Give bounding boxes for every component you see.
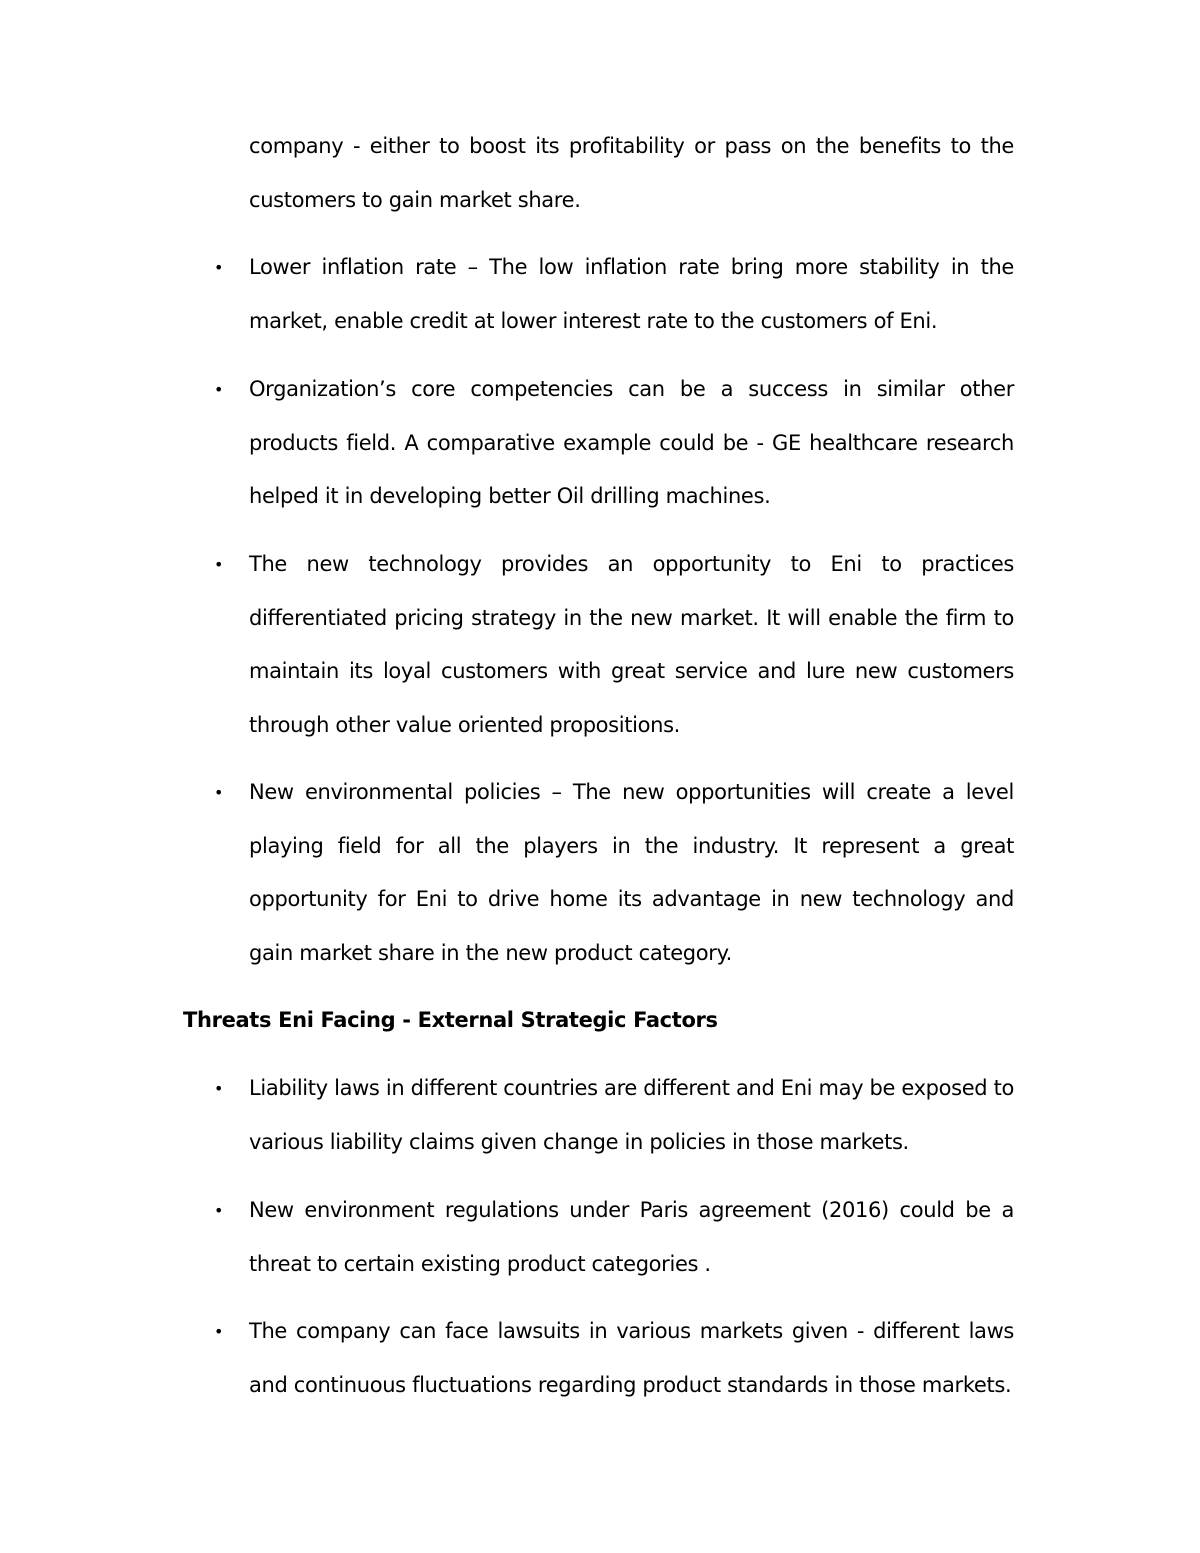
opportunity-item-3: The new technology provides an opportunity to Eni to practices differentiated pricing strategy in the new market. It will enable the firm to maintain its loyal customers with great service and lure new customers through other value oriented propositions.: [249, 552, 1014, 737]
bullet-icon: •: [214, 783, 224, 802]
opportunity-item-4: New environmental policies – The new opportunities will create a level playing field for all the players in the industry. It represent a great opportunity for Eni to drive home its advantage in new technology and gain market share in the new product category.: [249, 780, 1014, 965]
bullet-icon: •: [214, 1201, 224, 1220]
threats-heading: Threats Eni Facing - External Strategic Factors: [183, 1008, 718, 1032]
bullet-icon: •: [214, 555, 224, 574]
threat-item-2: New environment regulations under Paris agreement (2016) could be a threat to certain existing product categories .: [249, 1198, 1014, 1276]
threat-item-3: The company can face lawsuits in various markets given - different laws and continuous fluctuations regarding product standards in those markets.: [249, 1319, 1014, 1397]
bullet-icon: •: [214, 1322, 224, 1341]
opportunity-item-2: Organization’s core competencies can be a success in similar other products field. A comparative example could be - GE healthcare research helped it in developing better Oil drilling machines.: [249, 377, 1014, 508]
bullet-icon: •: [214, 380, 224, 399]
threat-item-1: Liability laws in different countries are different and Eni may be exposed to various liability claims given change in policies in those markets.: [249, 1076, 1014, 1154]
opportunity-item-1: Lower inflation rate – The low inflation rate bring more stability in the market, enable credit at lower interest rate to the customers of Eni.: [249, 255, 1014, 333]
bullet-icon: •: [214, 258, 224, 277]
continuation-paragraph: company - either to boost its profitability or pass on the benefits to the customers to gain market share.: [249, 134, 1014, 212]
bullet-icon: •: [214, 1079, 224, 1098]
